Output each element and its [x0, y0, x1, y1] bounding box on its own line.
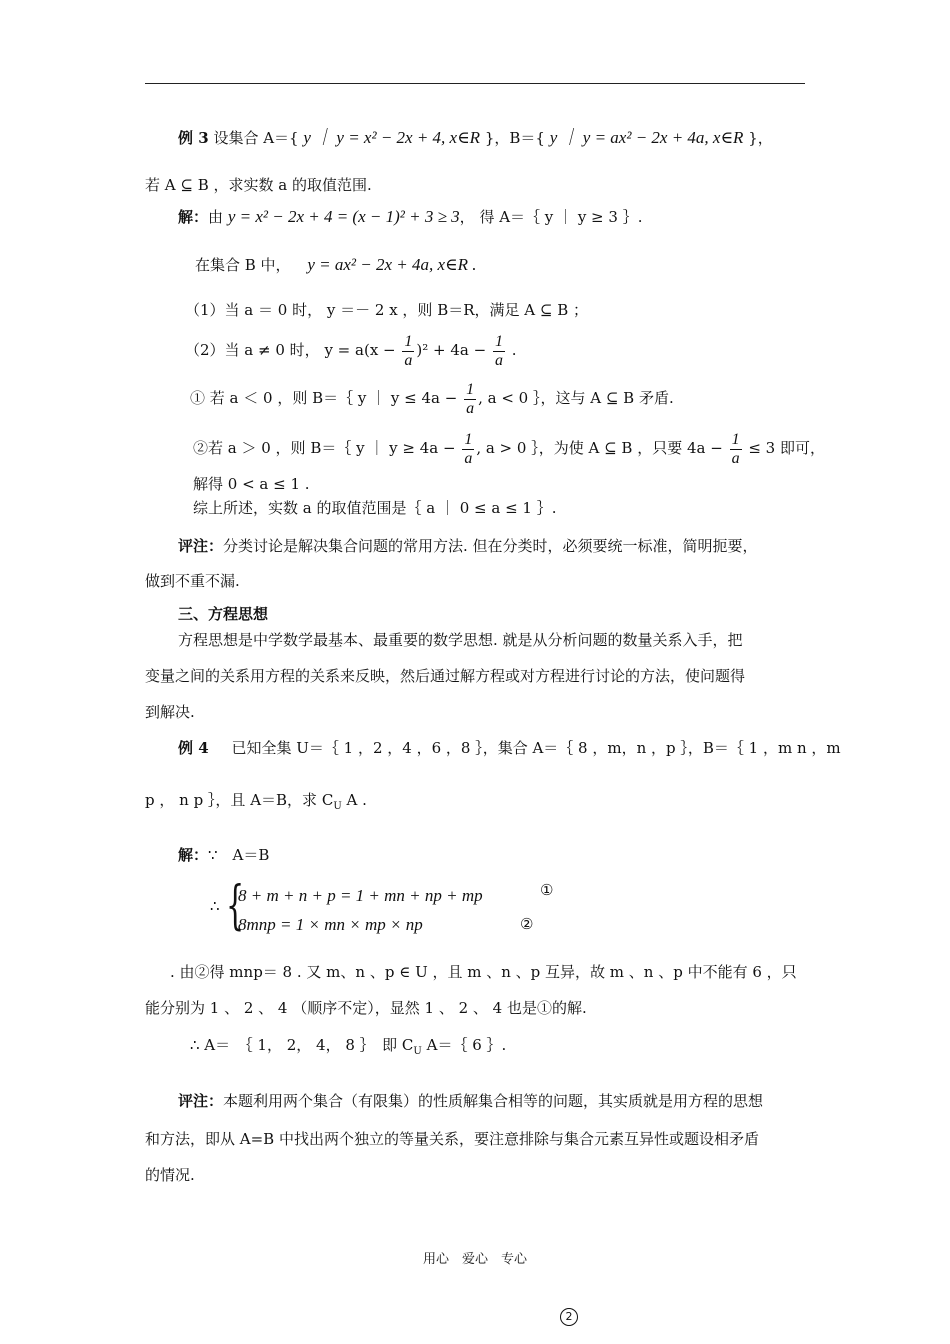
example4-text2: p ， n p ｝，且 A＝B，求 C	[145, 791, 334, 809]
solution3-equation: y = x² − 2x + 4 = (x − 1)² + 3 ≥ 3	[227, 207, 460, 226]
set-a-definition: y ｜ y = x² − 2x + 4, x∈R	[303, 128, 481, 147]
example3-text3: }，	[743, 129, 773, 147]
result-post: A＝｛ 6 ｝.	[421, 1036, 507, 1054]
section3-p1: 方程思想是中学数学最基本、最重要的数学思想. 就是从分析问题的数量关系入手，把	[178, 631, 743, 649]
header-rule	[145, 83, 805, 84]
example4-text: 已知全集 U＝｛ 1 ，2 ，4 ，6 ，8 ｝，集合 A＝｛ 8 ，m，n ，p ｝，B＝｛ 1 ，m n ，m	[231, 739, 841, 757]
example4-label: 例 4	[178, 739, 209, 757]
sub2-post: ≤ 3 即可，	[743, 439, 825, 457]
comment4-line3: 的情况.	[145, 1166, 195, 1184]
fraction-1-over-a: $\frac{1}{a}$	[404, 332, 413, 369]
fraction-1-over-a: $\frac{1}{a}$	[464, 430, 473, 467]
solution3-sub1	[190, 378, 674, 418]
solution4-line1	[178, 845, 269, 865]
sub2-mid: , a > 0 ｝，为使 A ⊆ B ，只要 4a −	[476, 439, 728, 457]
page-number: 2	[560, 1308, 578, 1326]
equation-1: 8 + m + n + p = 1 + mn + np + mp	[238, 886, 483, 905]
solution4-result	[190, 1035, 506, 1062]
left-brace: {	[226, 876, 245, 936]
footer-text: 用心 爱心 专心	[422, 1252, 527, 1267]
solution3-label: 解：	[178, 208, 209, 226]
example3-text1: 设集合 A＝{	[208, 129, 304, 147]
case2-post: )² + 4a −	[416, 341, 491, 359]
solution4-line4: 能分别为 1 、 2 、 4 （顺序不定），显然 1 、 2 、 4 也是①的解.	[145, 999, 587, 1017]
equation-2: 8mnp = 1 × mn × mp × np	[238, 915, 423, 934]
solution3-sub2-result: 解得 0 < a ≤ 1 .	[193, 475, 310, 493]
complement-subscript: U	[413, 1046, 422, 1057]
sub1-post: , a < 0 ｝，这与 A ⊆ B 矛盾.	[478, 389, 674, 407]
solution4-line3: . 由②得 mnp＝ 8 . 又 m、n 、p ∈ U ，且 m 、n 、p 互异，故 m 、n 、p 中不能有 6 ，只	[170, 963, 797, 981]
comment3-line2: 做到不重不漏.	[145, 572, 240, 590]
solution3-case1: （1）当 a ＝ 0 时， y ＝－ 2 x ，则 B＝R，满足 A ⊆ B ；	[185, 301, 589, 319]
solution3-result-a: ， 得 A＝｛ y ｜ y ≥ 3 ｝.	[459, 208, 643, 226]
example3-line1	[178, 128, 773, 148]
result-pre: ∴ A＝ ｛ 1， 2， 4， 8 ｝ 即 C	[190, 1036, 414, 1054]
set-b-definition: y ｜ y = ax² − 2x + 4a, x∈R	[549, 128, 744, 147]
section3-p2: 变量之间的关系用方程的关系来反映，然后通过解方程或对方程进行讨论的方法，使问题得	[145, 667, 746, 685]
example3-label: 例 3	[178, 129, 209, 147]
example4-line1	[178, 738, 841, 758]
equation-1-marker: ①	[540, 881, 554, 899]
sub1-pre: ① 若 a ＜ 0 ，则 B＝｛ y ｜ y ≤ 4a −	[190, 389, 463, 407]
example4-text3: A .	[341, 791, 367, 809]
example4-line2	[145, 790, 367, 817]
solution4-because: ∵ A＝B	[208, 846, 270, 864]
comment4-line1	[178, 1091, 763, 1111]
comment3-line1	[178, 536, 758, 556]
comment3-text: 分类讨论是解决集合问题的常用方法. 但在分类时，必须要统一标准，简明扼要，	[223, 537, 758, 555]
comment4-text: 本题利用两个集合（有限集）的性质解集合相等的问题，其实质就是用方程的思想	[223, 1092, 764, 1110]
case2-pre: （2）当 a ≠ 0 时， y = a(x −	[185, 341, 401, 359]
sub2-pre: ②若 a ＞ 0 ，则 B＝｛ y ｜ y ≥ 4a −	[193, 439, 461, 457]
fraction-1-over-a: $\frac{1}{a}$	[466, 380, 475, 417]
therefore-symbol: ∴	[210, 897, 220, 915]
solution3-in-b: 在集合 B 中，	[195, 256, 291, 274]
solution3-line2	[195, 255, 477, 275]
example3-text2: }，B＝{	[480, 129, 550, 147]
comment4-label: 评注：	[178, 1092, 224, 1110]
section3-p3: 到解决.	[145, 703, 195, 721]
comment4-line2: 和方法，即从 A=B 中找出两个独立的等量关系，要注意排除与集合元素互异性或题设相矛盾	[145, 1130, 759, 1148]
equation-system	[210, 876, 570, 940]
comment3-label: 评注：	[178, 537, 224, 555]
solution3-by: 由	[208, 208, 224, 226]
solution3-line1	[178, 207, 642, 227]
solution3-summary: 综上所述，实数 a 的取值范围是｛ a ｜ 0 ≤ a ≤ 1 ｝.	[193, 499, 557, 517]
solution3-sub2	[193, 428, 825, 468]
complement-subscript: U	[333, 801, 342, 812]
section3-heading: 三、方程思想	[178, 605, 269, 623]
equation-2-marker: ②	[520, 915, 534, 933]
solution3-case2: （2）当 a ≠ 0 时， y = a(x − $\frac{1}{a}$ )² + 4a − $\frac{1}{a}$ .	[185, 332, 517, 369]
fraction-1-over-a: $\frac{1}{a}$	[494, 332, 503, 369]
solution3-equation-b: y = ax² − 2x + 4a, x∈R .	[307, 255, 477, 274]
fraction-1-over-a: $\frac{1}{a}$	[731, 430, 740, 467]
solution4-label: 解：	[178, 846, 209, 864]
example3-line2: 若 A ⊆ B ，求实数 a 的取值范围.	[145, 176, 372, 194]
